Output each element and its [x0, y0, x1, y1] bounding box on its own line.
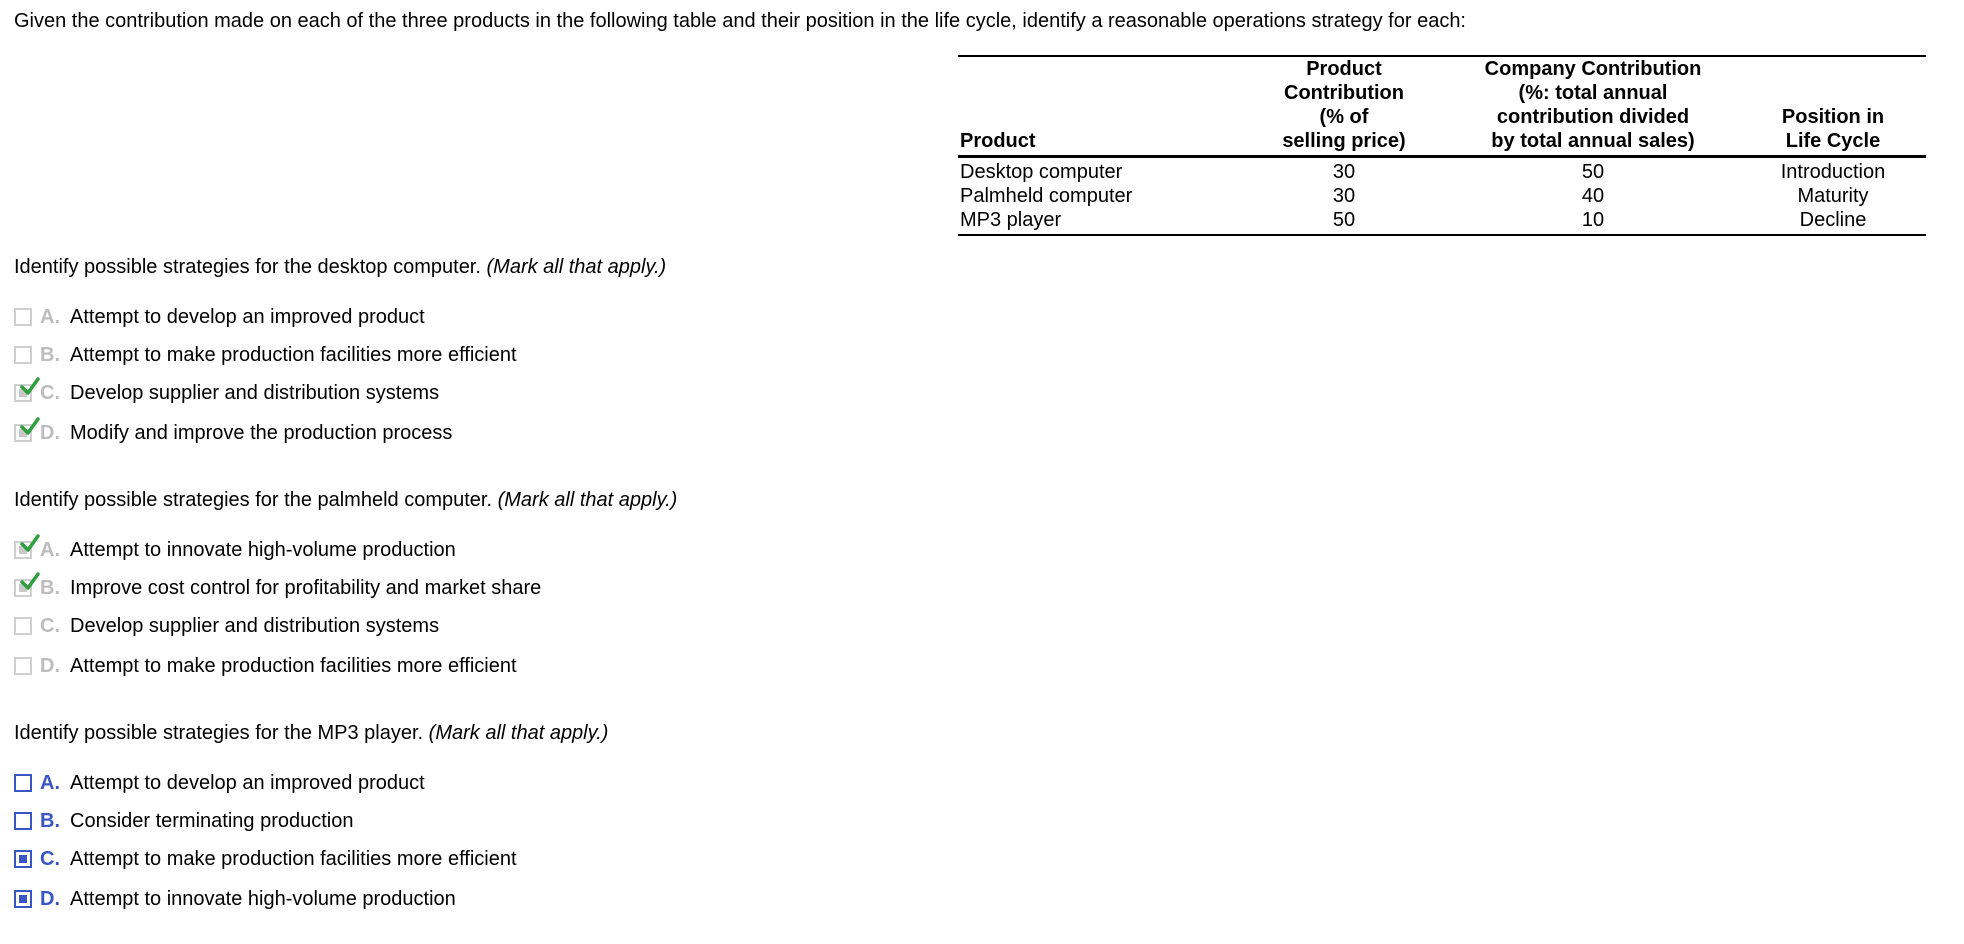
checkmark-icon	[20, 534, 40, 554]
option-c: C. Develop supplier and distribution systems	[14, 378, 439, 408]
cell-company-contribution: 50	[1581, 161, 1605, 183]
option-a: A. Attempt to develop an improved product	[14, 302, 425, 332]
question-prompt: Identify possible strategies for the desktop computer. (Mark all that apply.)	[14, 256, 667, 278]
checkbox	[14, 657, 32, 675]
question-prompt: Identify possible strategies for the MP3 player. (Mark all that apply.)	[14, 722, 609, 744]
checkbox	[14, 424, 32, 442]
option-b: B. Improve cost control for profitability and market share	[14, 573, 541, 603]
header-product-contribution: Product Contribution (% of selling price)	[1242, 56, 1446, 157]
cell-product: Palmheld computer	[960, 185, 1133, 207]
table-header-row	[958, 56, 1926, 157]
option-d: D. Modify and improve the production process	[14, 418, 452, 448]
option-a: A. Attempt to innovate high-volume production	[14, 535, 456, 565]
option-c[interactable]: C. Attempt to make production facilities more efficient	[14, 844, 517, 874]
checkbox	[14, 384, 32, 402]
checkbox[interactable]	[14, 774, 32, 792]
checkbox	[14, 617, 32, 635]
option-d[interactable]: D. Attempt to innovate high-volume production	[14, 884, 456, 914]
question-prompt: Identify possible strategies for the palmheld computer. (Mark all that apply.)	[14, 489, 678, 511]
cell-position: Maturity	[1797, 185, 1869, 207]
checkbox[interactable]	[14, 850, 32, 868]
table-row	[958, 157, 1926, 185]
cell-position: Decline	[1799, 209, 1867, 231]
header-position: Position in Life Cycle	[1740, 56, 1926, 157]
cell-product-contribution: 50	[1332, 209, 1356, 231]
table-row	[958, 208, 1926, 235]
checkbox-fill	[19, 855, 27, 863]
checkmark-icon	[20, 417, 40, 437]
cell-product: Desktop computer	[960, 161, 1123, 183]
checkmark-icon	[20, 377, 40, 397]
question-mp3	[14, 720, 609, 910]
option-d: D. Attempt to make production facilities more efficient	[14, 651, 517, 681]
checkbox	[14, 308, 32, 326]
checkbox	[14, 541, 32, 559]
cell-product-contribution: 30	[1332, 161, 1356, 183]
question-intro: Given the contribution made on each of the three products in the following table and their position in the life cycle, identify a reasonable operations strategy for each:	[14, 10, 1466, 32]
table-row	[958, 184, 1926, 208]
checkbox	[14, 579, 32, 597]
checkbox-fill	[19, 895, 27, 903]
question-palmheld	[14, 487, 678, 677]
cell-company-contribution: 40	[1581, 185, 1605, 207]
option-c: C. Develop supplier and distribution systems	[14, 611, 439, 641]
cell-position: Introduction	[1780, 161, 1886, 183]
product-table	[958, 55, 1926, 236]
checkbox	[14, 346, 32, 364]
option-a[interactable]: A. Attempt to develop an improved product	[14, 768, 425, 798]
header-product: Product	[958, 56, 1242, 157]
cell-company-contribution: 10	[1581, 209, 1605, 231]
option-b[interactable]: B. Consider terminating production	[14, 806, 354, 836]
option-b: B. Attempt to make production facilities more efficient	[14, 340, 517, 370]
checkbox[interactable]	[14, 890, 32, 908]
cell-product: MP3 player	[960, 209, 1062, 231]
header-company-contribution: Company Contribution (%: total annual contribution divided by total annual sales)	[1446, 56, 1740, 157]
cell-product-contribution: 30	[1332, 185, 1356, 207]
checkmark-icon	[20, 572, 40, 592]
question-desktop	[14, 254, 667, 444]
checkbox[interactable]	[14, 812, 32, 830]
